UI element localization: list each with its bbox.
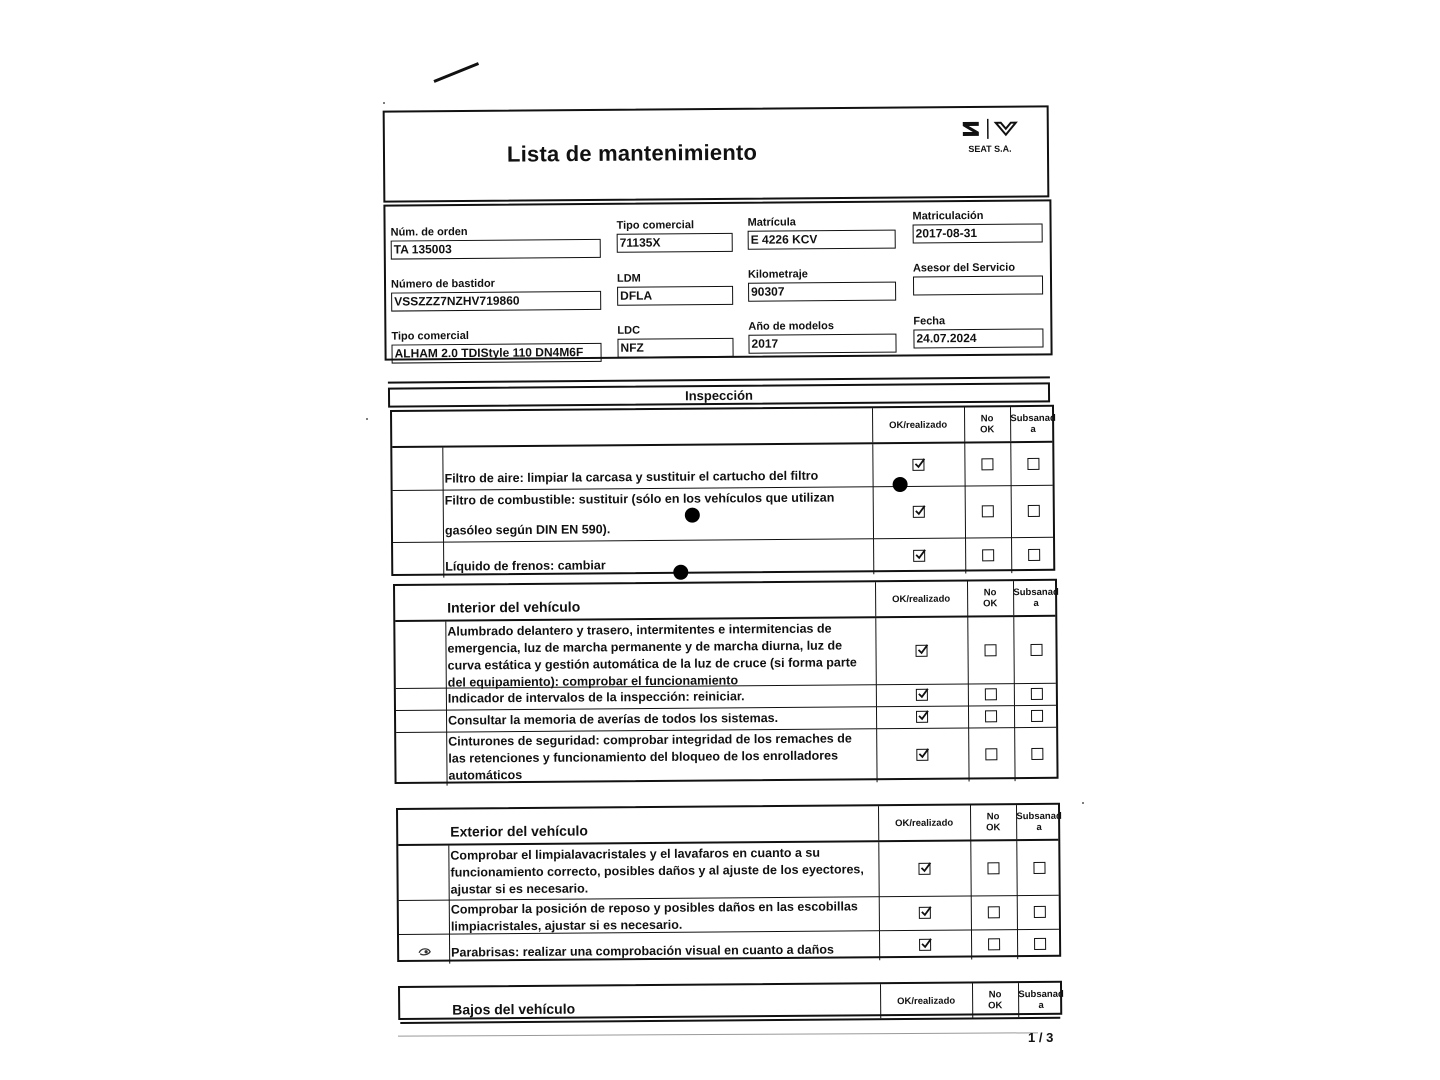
column-header-not-ok xyxy=(972,983,1018,1017)
chassis-number-label: Número de bastidor xyxy=(390,277,495,291)
pen-stroke-mark xyxy=(433,62,479,83)
date-label: Fecha xyxy=(913,315,946,328)
column-header-ok xyxy=(878,805,970,840)
fixed-checkbox[interactable] xyxy=(1028,505,1040,517)
commercial-type-value: ALHAM 2.0 TDIStyle 110 DN4M6F xyxy=(391,343,601,364)
ok-checkbox[interactable] xyxy=(913,506,925,518)
task-description-line: Parabrisas: realizar una comprobación visual en cuanto a daños xyxy=(451,942,834,960)
service-advisor-label: Asesor del Servicio xyxy=(912,261,1016,275)
fixed-checkbox-cell xyxy=(1014,727,1060,781)
column-divider xyxy=(446,688,447,710)
check-mark-icon xyxy=(919,905,933,919)
column-header-ok-label: OK/realizado xyxy=(892,593,951,605)
not-ok-checkbox[interactable] xyxy=(982,505,994,517)
ok-checkbox-cell xyxy=(876,727,968,782)
underbody-table xyxy=(398,981,1062,1020)
interior-table xyxy=(393,579,1059,784)
inspection-section-bar xyxy=(388,376,1050,407)
column-header-fixed-line: a xyxy=(1036,821,1042,833)
column-header-fixed xyxy=(1018,983,1064,1017)
plate-field xyxy=(747,214,895,250)
column-header-ok-label: OK/realizado xyxy=(895,817,954,829)
column-header-not-ok-line: No xyxy=(980,413,994,425)
fixed-checkbox-cell xyxy=(1010,443,1056,485)
column-header-fixed-line: Subsanad xyxy=(1010,412,1056,425)
order-number-value: TA 135003 xyxy=(391,239,601,260)
commercial-type-field xyxy=(391,327,601,364)
not-ok-checkbox-cell xyxy=(965,537,1011,573)
task-description-line: del equipamiento): comprobar el funcionamiento xyxy=(447,673,739,690)
ok-checkbox[interactable] xyxy=(916,689,928,701)
column-header-fixed-line: a xyxy=(1038,999,1044,1011)
handwritten-margin-icon xyxy=(417,946,433,964)
not-ok-checkbox[interactable] xyxy=(985,688,997,700)
registration-value: 2017-08-31 xyxy=(913,223,1043,243)
section-title: Inspección xyxy=(388,382,1050,407)
ok-checkbox[interactable] xyxy=(913,550,925,562)
inspection-table xyxy=(390,405,1055,576)
document-header xyxy=(383,105,1050,202)
task-description-line: gasóleo según DIN EN 590). xyxy=(444,522,611,538)
task-description-line: Líquido de frenos: cambiar xyxy=(445,558,606,574)
order-number-label: Núm. de orden xyxy=(390,225,468,239)
exterior-table-title: Exterior del vehículo xyxy=(450,822,588,840)
task-description xyxy=(448,688,745,707)
ok-checkbox[interactable] xyxy=(912,459,924,471)
fixed-checkbox-cell xyxy=(1011,537,1057,573)
table-row xyxy=(395,617,1056,689)
not-ok-checkbox-cell xyxy=(971,895,1017,929)
ok-checkbox-cell xyxy=(876,705,968,728)
vehicle-info-panel xyxy=(383,199,1052,360)
not-ok-checkbox-cell xyxy=(967,617,1014,683)
task-description-line: Consultar la memoria de averías de todos los sistemas. xyxy=(448,710,779,728)
underbody-table-title: Bajos del vehículo xyxy=(452,1000,576,1018)
brand-block xyxy=(957,118,1023,155)
not-ok-checkbox-cell xyxy=(970,841,1016,895)
column-divider xyxy=(449,934,450,964)
registration-label: Matriculación xyxy=(912,209,984,223)
task-description xyxy=(450,844,864,898)
commercial-type-code-label: Tipo comercial xyxy=(616,219,695,232)
fixed-checkbox-cell xyxy=(1017,929,1063,959)
ldm-label: LDM xyxy=(616,272,641,285)
check-mark-icon xyxy=(915,643,929,657)
scan-speck xyxy=(366,418,368,420)
task-description-line: curva estática y gestión automática de la luz de cruce (si forma parte xyxy=(447,655,857,673)
column-header-not-ok-line: OK xyxy=(980,424,995,436)
column-header-not-ok-line: OK xyxy=(983,598,998,610)
inspection-table-header xyxy=(392,407,1056,448)
column-header-fixed-line: Subsanad xyxy=(1013,586,1059,599)
ok-checkbox[interactable] xyxy=(919,907,931,919)
task-description xyxy=(445,557,606,575)
table-row xyxy=(393,537,1053,578)
column-header-not-ok-line: No xyxy=(983,587,997,599)
fixed-checkbox[interactable] xyxy=(1030,644,1042,656)
ok-checkbox-cell xyxy=(878,841,970,896)
ok-checkbox-cell xyxy=(873,537,965,574)
column-header-not-ok-line: OK xyxy=(988,1000,1003,1012)
brand-name: SEAT S.A. xyxy=(968,143,1012,155)
fixed-checkbox-cell xyxy=(1017,895,1063,929)
fixed-checkbox-cell xyxy=(1014,683,1060,705)
service-advisor-field xyxy=(913,259,1043,295)
date-field xyxy=(913,312,1043,348)
column-header-fixed-line: a xyxy=(1033,597,1039,609)
task-description-line: Filtro de aire: limpiar la carcasa y sustituir el cartucho del filtro xyxy=(444,468,819,486)
table-row xyxy=(398,841,1058,901)
registration-field xyxy=(912,207,1042,243)
column-header-not-ok xyxy=(964,407,1010,441)
fixed-checkbox[interactable] xyxy=(1034,938,1046,950)
interior-table-title: Interior del vehículo xyxy=(447,598,581,616)
column-header-ok xyxy=(875,581,967,616)
task-description xyxy=(448,710,778,730)
not-ok-checkbox-cell xyxy=(968,683,1014,705)
not-ok-checkbox[interactable] xyxy=(981,458,993,470)
plate-value: E 4226 KCV xyxy=(748,230,896,250)
check-mark-icon xyxy=(913,548,927,562)
model-year-label: Año de modelos xyxy=(748,320,834,333)
not-ok-checkbox[interactable] xyxy=(987,862,999,874)
column-header-ok-label: OK/realizado xyxy=(889,419,948,431)
fixed-checkbox[interactable] xyxy=(1031,688,1043,700)
column-divider xyxy=(442,448,443,490)
check-mark-icon xyxy=(916,747,930,761)
underbody-table-header xyxy=(400,983,1064,1024)
task-description-line: Comprobar el limpialavacristales y el lavafaros en cuanto a su xyxy=(450,845,821,863)
fixed-checkbox[interactable] xyxy=(1027,458,1039,470)
ok-checkbox[interactable] xyxy=(916,711,928,723)
task-description-line: ajustar si es necesario. xyxy=(450,881,589,897)
task-description-line: limpiacristales, ajustar si es necesario. xyxy=(450,917,683,934)
service-advisor-value xyxy=(913,275,1043,295)
fixed-checkbox[interactable] xyxy=(1034,906,1046,918)
not-ok-checkbox[interactable] xyxy=(985,748,997,760)
check-mark-icon xyxy=(919,937,933,951)
column-header-fixed xyxy=(1013,581,1059,615)
mileage-value: 90307 xyxy=(748,282,896,302)
fixed-checkbox[interactable] xyxy=(1028,549,1040,561)
check-mark-icon xyxy=(916,687,930,701)
page-number: 1 / 3 xyxy=(1028,1030,1054,1045)
fixed-checkbox[interactable] xyxy=(1031,748,1043,760)
model-year-field xyxy=(748,318,896,354)
ok-checkbox-cell xyxy=(879,929,971,960)
not-ok-checkbox-cell xyxy=(968,727,1014,781)
column-header-not-ok xyxy=(970,805,1016,839)
fixed-checkbox[interactable] xyxy=(1031,710,1043,722)
document-title: Lista de mantenimiento xyxy=(506,139,758,167)
ok-checkbox[interactable] xyxy=(919,939,931,951)
column-header-ok xyxy=(880,983,972,1018)
fixed-checkbox-cell xyxy=(1011,485,1057,537)
table-row xyxy=(399,929,1059,964)
ok-checkbox-cell xyxy=(879,895,971,930)
not-ok-checkbox[interactable] xyxy=(984,644,996,656)
task-description-line: Cinturones de seguridad: comprobar integridad de los remaches de xyxy=(448,731,852,749)
column-header-fixed-line: Subsanad xyxy=(1018,988,1064,1001)
column-divider xyxy=(443,542,444,578)
ok-checkbox-cell xyxy=(875,617,968,684)
check-mark-icon xyxy=(918,861,932,875)
not-ok-checkbox-cell xyxy=(965,485,1011,537)
column-header-fixed xyxy=(1016,805,1062,839)
task-description-line: las retenciones y funcionamiento del bloqueo de los enrolladores xyxy=(448,748,839,766)
date-value: 24.07.2024 xyxy=(913,328,1043,348)
not-ok-checkbox-cell xyxy=(964,443,1010,485)
column-header-not-ok-line: OK xyxy=(986,822,1001,834)
not-ok-checkbox[interactable] xyxy=(985,710,997,722)
not-ok-checkbox-cell xyxy=(968,705,1014,727)
not-ok-checkbox[interactable] xyxy=(988,906,1000,918)
scan-speck xyxy=(1082,802,1084,804)
column-header-fixed-line: Subsanad xyxy=(1016,810,1062,823)
not-ok-checkbox-cell xyxy=(971,929,1017,959)
ok-checkbox-cell xyxy=(876,683,968,706)
chassis-number-field xyxy=(391,275,601,312)
commercial-type-label: Tipo comercial xyxy=(391,329,469,343)
check-mark-icon xyxy=(912,457,926,471)
mileage-label: Kilometraje xyxy=(747,268,808,281)
fixed-checkbox-cell xyxy=(1016,841,1062,895)
column-header-fixed xyxy=(1010,407,1056,441)
footer-rule xyxy=(398,1032,1038,1036)
table-row xyxy=(393,485,1053,543)
task-description xyxy=(448,730,852,784)
interior-table-header xyxy=(395,581,1059,622)
fixed-checkbox[interactable] xyxy=(1033,862,1045,874)
commercial-type-code-field xyxy=(617,217,733,253)
column-header-not-ok-line: No xyxy=(988,989,1002,1001)
task-description-line: Alumbrado delantero y trasero, intermitentes e intermitencias de xyxy=(447,621,832,639)
task-description-line: emergencia, luz de marcha permanente y de marcha diurna, luz de xyxy=(447,638,843,656)
task-description-line: Comprobar la posición de reposo y posibles daños en las escobillas xyxy=(450,899,858,917)
order-number-field xyxy=(391,223,601,260)
mileage-field xyxy=(748,266,896,302)
ldc-value: NFZ xyxy=(617,338,733,358)
column-divider xyxy=(446,710,447,732)
column-header-ok xyxy=(872,407,964,442)
task-description-line: Indicador de intervalos de la inspección: reiniciar. xyxy=(447,689,745,706)
plate-label: Matrícula xyxy=(747,216,796,229)
ldc-label: LDC xyxy=(617,324,641,337)
column-header-fixed-line: a xyxy=(1030,423,1036,435)
column-header-not-ok xyxy=(967,581,1013,615)
commercial-type-code-value: 71135X xyxy=(617,233,733,253)
ok-checkbox[interactable] xyxy=(918,863,930,875)
not-ok-checkbox[interactable] xyxy=(982,549,994,561)
exterior-table xyxy=(396,803,1061,962)
handwritten-dot-mark xyxy=(673,565,688,580)
model-year-value: 2017 xyxy=(748,334,896,354)
column-header-not-ok-line: No xyxy=(986,811,1000,823)
fixed-checkbox-cell xyxy=(1014,705,1060,727)
seat-cupra-logo-icon xyxy=(960,118,1020,140)
chassis-number-value: VSSZZZ7NZHV719860 xyxy=(391,291,601,312)
ok-checkbox-cell xyxy=(873,485,965,538)
ldc-field xyxy=(617,322,733,358)
ldm-field xyxy=(617,270,733,306)
task-description-line: Filtro de combustible: sustituir (sólo en los vehículos que utilizan xyxy=(444,490,835,508)
check-mark-icon xyxy=(916,709,930,723)
task-description xyxy=(447,620,857,691)
scan-speck xyxy=(383,102,385,104)
check-mark-icon xyxy=(913,504,927,518)
not-ok-checkbox[interactable] xyxy=(988,938,1000,950)
ldm-value: DFLA xyxy=(617,286,733,306)
table-row xyxy=(396,727,1056,786)
ok-checkbox[interactable] xyxy=(916,749,928,761)
task-description xyxy=(451,942,834,962)
fixed-checkbox-cell xyxy=(1013,617,1060,683)
task-description-line: funcionamiento correcto, posibles daños y al ajuste de los eyectores, xyxy=(450,862,864,880)
task-description-line: automáticos xyxy=(448,767,523,783)
ok-checkbox-cell xyxy=(872,443,964,486)
column-header-ok-label: OK/realizado xyxy=(897,995,956,1007)
exterior-table-header xyxy=(398,805,1062,846)
handwritten-dot-mark xyxy=(685,508,700,523)
ok-checkbox[interactable] xyxy=(915,645,927,657)
task-description xyxy=(445,483,835,546)
